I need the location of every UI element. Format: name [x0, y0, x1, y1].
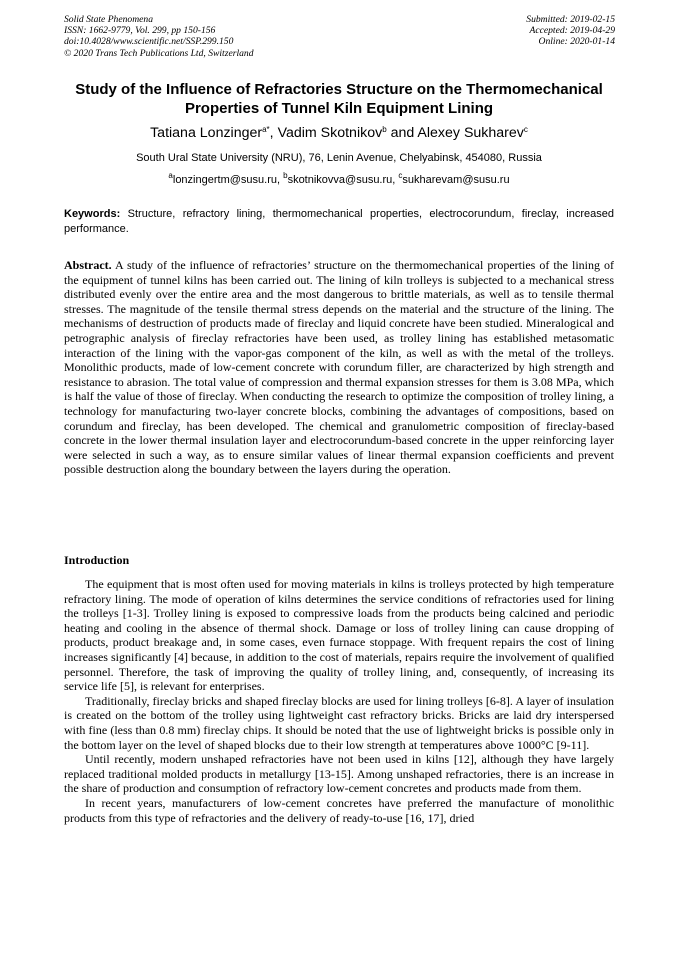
email-list [40, 173, 638, 187]
journal-name: Solid State Phenomena [64, 14, 153, 25]
author-separator: , [269, 125, 278, 141]
email-address: lonzingertm@susu.ru [172, 174, 277, 186]
abstract-label: Abstract. [64, 258, 112, 272]
abstract-block [64, 258, 614, 477]
author-name: Alexey Sukharev [417, 125, 524, 141]
journal-doi: doi:10.4028/www.scientific.net/SSP.299.150 [64, 36, 234, 48]
paragraph: Traditionally, fireclay bricks and shaped fireclay blocks are used for lining trolleys [6-8]. A layer of insulation is created on the bottom of the trolley using lightweight cast refractory bricks. Bricks are laid dry interspersed with fine (less than 0.8 mm) fireclay chips. It should be noted that the use of lightweight bricks is possible only in the bottom layer on the level of shaped blocks due to their low strength at temperatures above 1000°C [9-11]. [64, 693, 614, 752]
email-address: skotnikovva@susu.ru [287, 174, 393, 186]
paper-title: Study of the Influence of Refractories Structure on the Thermomechanical Properties of Tunnel Kiln Equipment Lining [75, 81, 603, 117]
author-separator: and [386, 125, 418, 141]
date-accepted: Accepted: 2019-04-29 [529, 25, 615, 37]
affiliation: South Ural State University (NRU), 76, Lenin Avenue, Chelyabinsk, 454080, Russia [136, 152, 542, 164]
journal-issn: ISSN: 1662-9779, Vol. 299, pp 150-156 [64, 25, 216, 37]
author-name: Tatiana Lonzinger [150, 125, 263, 141]
author-affil-mark: b [382, 125, 387, 134]
section-heading-introduction: Introduction [64, 553, 130, 567]
journal-info [64, 14, 254, 59]
email-mark: b [283, 171, 288, 180]
author-list [40, 124, 638, 142]
date-submitted: Submitted: 2019-02-15 [526, 14, 615, 25]
paragraph: In recent years, manufacturers of low-cement concretes have preferred the manufacture of monolithic products from this type of refractories and the delivery of ready-to-use [16, 17], dried [64, 795, 614, 825]
date-online: Online: 2020-01-14 [538, 36, 615, 48]
email-separator: , [392, 174, 399, 186]
email-separator: , [276, 174, 284, 186]
publication-dates [526, 14, 615, 48]
author-name: Vadim Skotnikov [277, 125, 383, 141]
author-affil-mark: a* [262, 125, 270, 134]
keywords-text: Structure, refractory lining, thermomechanical properties, electrocorundum, fireclay, increased performance. [64, 208, 614, 235]
journal-copyright: © 2020 Trans Tech Publications Ltd, Switzerland [64, 47, 254, 59]
email-mark: a [168, 171, 173, 180]
paragraph: The equipment that is most often used for moving materials in kilns is trolleys protected by high temperature refractory lining. The mode of operation of kilns determines the service conditions of refractories used for lining the trolleys [1-3]. Trolley lining is exposed to compressive loads from the products being calcined and periodic heating and cooling in the absence of thermal shock. Damage or loss of trolley lining can cause dropping of products, product breakage and, in some cases, even furnace stoppage. With frequent repairs the cost of lining increases significantly [4] because, in addition to the cost of materials, repairs require the involvement of qualified personnel. Therefore, the task of improving the quality of trolley lining, and, consequently, of increasing its service life [5], is relevant for enterprises. [64, 577, 614, 694]
abstract-text: A study of the influence of refractories’ structure on the thermomechanical properties of the lining of the equipment of tunnel kilns has been carried out. The lining of kiln trolleys is subjected to a mechanical stress distributed evenly over the entire area and the most dangerous to brittle materials, as well as to tensile thermal stresses. The magnitude of the tensile thermal stress depends on the material and the structure of the lining. The mechanisms of destruction of products made of fireclay and liquid concrete have been studied. Mineralogical and petrographic analysis of fireclay refractories have been used, as trolley lining has established metasomatic interaction of the lining with the vapor-gas component of the kiln, as well as with the metal of the trolleys. Monolithic products, made of low-cement concrete with corundum filler, are characterized by high strength and resistance to abrasion. The total value of compression and thermal expansion stresses for them is 3.08 MPa, which is half the value of those of fireclay. When conducting the research to optimize the composition of trolley lining, a technology for manufacturing two-layer concrete blocks, combining the advantages of compositions, based on corundum and fireclay, has been developed. The chemical and granulometric composition of fireclay-based concrete in the lower thermal insulation layer and electrocorundum-based concrete in the upper reinforcing layer were selected in such a way, as to ensure similar values of linear thermal expansion coefficients and prevent possible destruction along the boundary between the layers during the operation. [64, 258, 614, 477]
author-affil-mark: c [523, 125, 528, 134]
introduction-body [64, 577, 614, 825]
paragraph: Until recently, modern unshaped refractories have not been used in kilns [12], although they have largely replaced traditional molded products in metallurgy [13-15]. Among unshaped refractories, there is an increase in the share of production and consumption of refractory low-cement concretes and products made from them. [64, 752, 614, 796]
email-mark: c [398, 171, 403, 180]
keywords-block [64, 207, 614, 237]
keywords-label: Keywords: [64, 208, 121, 220]
email-address: sukharevam@susu.ru [402, 174, 510, 186]
